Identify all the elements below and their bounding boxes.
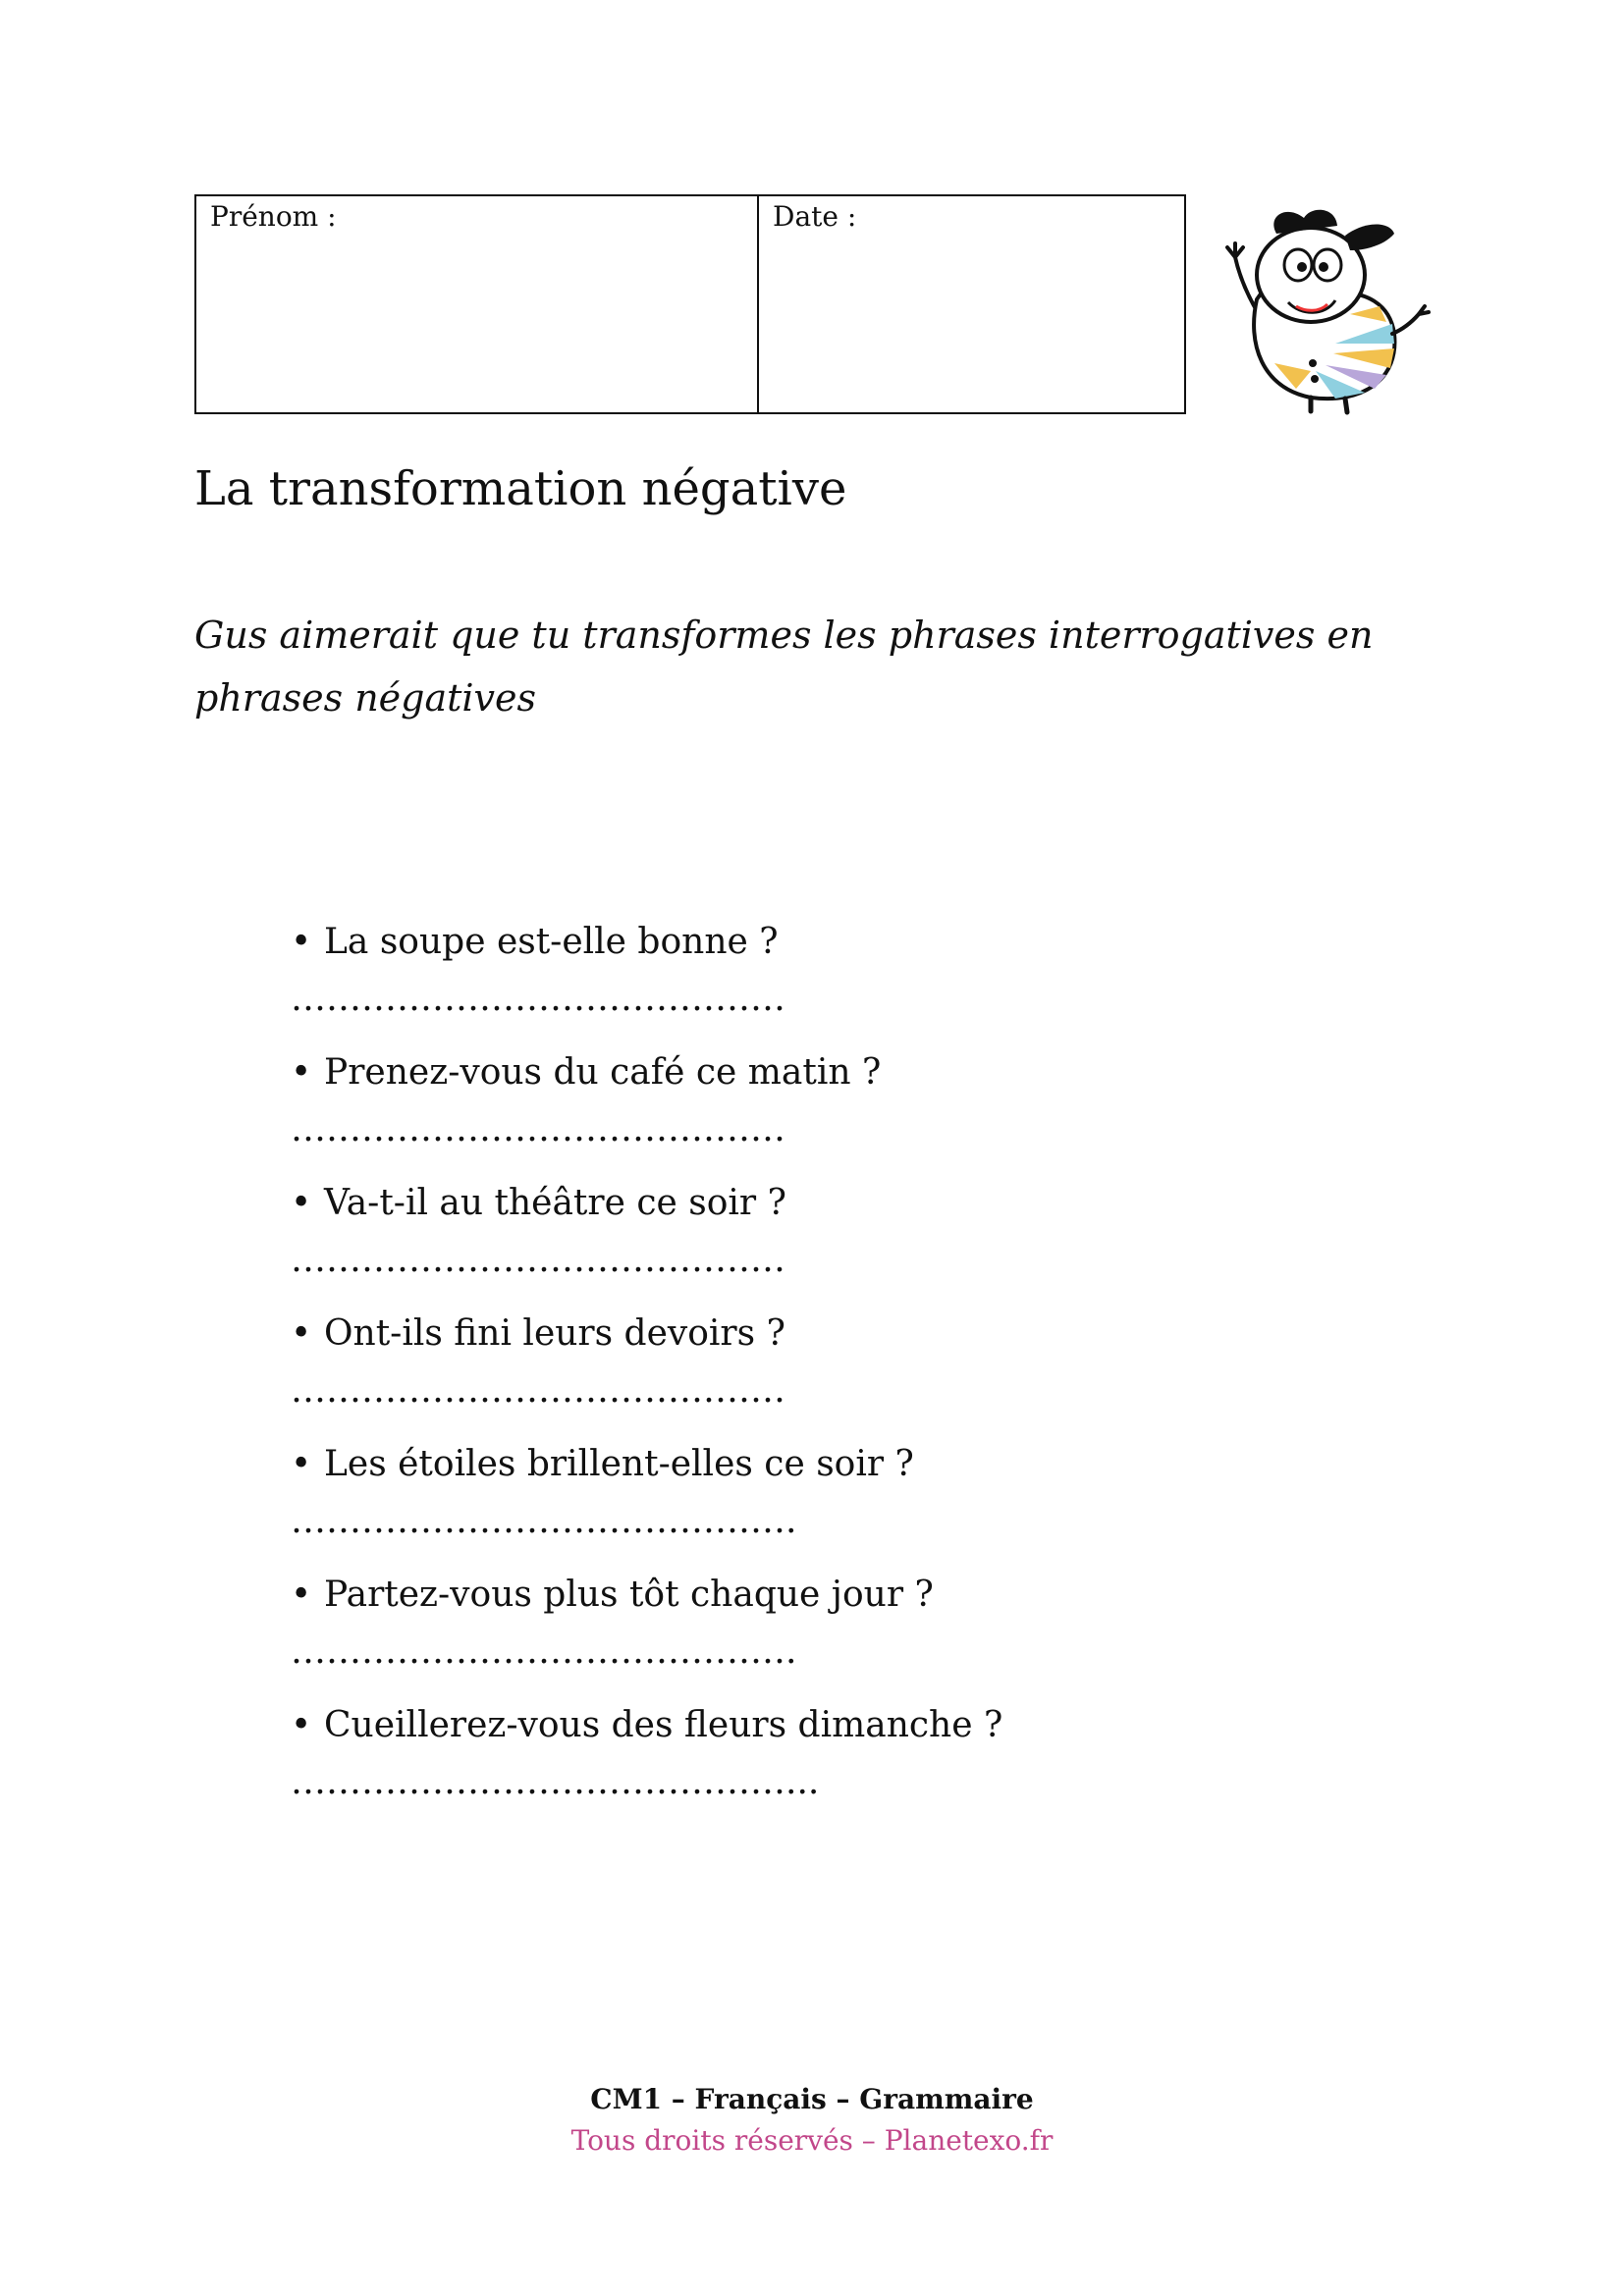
sheep-mascot-icon <box>1218 196 1434 417</box>
question-text <box>291 1305 1371 1363</box>
question-label: Va-t-il au théâtre ce soir ? <box>324 1183 786 1223</box>
answer-line[interactable]: …………………………………… <box>291 1240 785 1280</box>
question-text <box>291 1435 1371 1494</box>
footer-subject: CM1 – Français – Grammaire <box>590 2083 1034 2115</box>
bullet-icon: • <box>291 1575 312 1615</box>
question-text <box>291 1174 1371 1233</box>
student-info-table <box>194 194 1186 414</box>
date-field[interactable] <box>759 196 1184 412</box>
page-title: La transformation négative <box>194 461 847 516</box>
question-text <box>291 1043 1371 1102</box>
bullet-icon: • <box>291 1313 312 1354</box>
question-label: Prenez-vous du café ce matin ? <box>324 1052 882 1093</box>
question-text <box>291 913 1371 972</box>
list-item <box>291 1305 1371 1435</box>
list-item <box>291 1043 1371 1174</box>
bullet-icon: • <box>291 1183 312 1223</box>
answer-line[interactable]: ……………………………………... <box>291 1762 820 1802</box>
page-footer <box>0 2079 1624 2162</box>
answer-line[interactable]: …………………………………… <box>291 979 785 1019</box>
date-label: Date : <box>773 200 857 233</box>
list-item <box>291 1696 1371 1827</box>
bullet-icon: • <box>291 922 312 962</box>
list-item <box>291 1174 1371 1305</box>
list-item <box>291 1435 1371 1566</box>
question-text <box>291 1566 1371 1625</box>
prenom-label: Prénom : <box>210 200 337 233</box>
bullet-icon: • <box>291 1052 312 1093</box>
answer-line[interactable]: ……………………………………. <box>291 1501 797 1541</box>
question-label: Cueillerez-vous des fleurs dimanche ? <box>324 1705 1003 1745</box>
question-list <box>291 913 1371 1827</box>
answer-line[interactable]: …………………………………… <box>291 1109 785 1149</box>
question-text <box>291 1696 1371 1755</box>
list-item <box>291 1566 1371 1696</box>
question-label: La soupe est-elle bonne ? <box>324 922 779 962</box>
footer-copyright-link[interactable]: Tous droits réservés – Planetexo.fr <box>570 2124 1054 2157</box>
bullet-icon: • <box>291 1705 312 1745</box>
question-label: Partez-vous plus tôt chaque jour ? <box>324 1575 934 1615</box>
question-label: Ont-ils fini leurs devoirs ? <box>324 1313 785 1354</box>
answer-line[interactable]: ……………………………………. <box>291 1631 797 1672</box>
prenom-field[interactable] <box>196 196 759 412</box>
list-item <box>291 913 1371 1043</box>
instruction-text: Gus aimerait que tu transformes les phrases interrogatives en phrases négatives <box>194 614 1374 720</box>
question-label: Les étoiles brillent-elles ce soir ? <box>324 1444 914 1484</box>
answer-line[interactable]: …………………………………… <box>291 1370 785 1411</box>
bullet-icon: • <box>291 1444 312 1484</box>
